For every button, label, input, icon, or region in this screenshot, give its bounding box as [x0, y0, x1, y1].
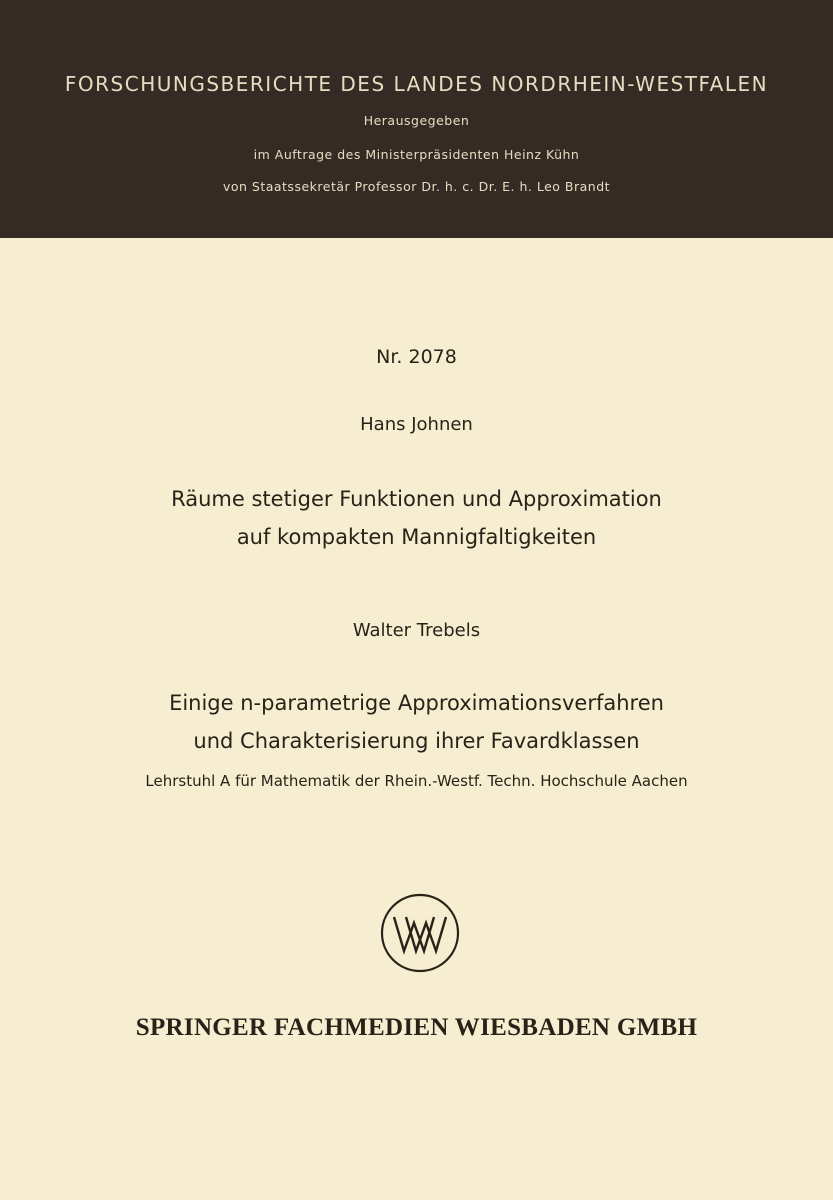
westdeutscher-verlag-logo-icon: [380, 893, 460, 973]
editor-line-3: von Staatssekretär Professor Dr. h. c. Dr. E. h. Leo Brandt: [222, 179, 611, 194]
editor-line-2: im Auftrage des Ministerpräsidenten Heinz Kühn: [253, 147, 580, 162]
header-band: [0, 0, 833, 238]
title-2-line-1: Einige n-parametrige Approximationsverfahren: [169, 691, 664, 715]
author-1: Hans Johnen: [360, 414, 473, 435]
affiliation: Lehrstuhl A für Mathematik der Rhein.-Westf. Techn. Hochschule Aachen: [145, 772, 688, 790]
publisher: SPRINGER FACHMEDIEN WIESBADEN GMBH: [135, 1014, 698, 1041]
author-2: Walter Trebels: [352, 620, 481, 641]
title-1-line-1: Räume stetiger Funktionen und Approximation: [171, 487, 662, 511]
editor-line-1: Herausgegeben: [363, 113, 470, 128]
title-1: [0, 480, 833, 556]
series-title: FORSCHUNGSBERICHTE DES LANDES NORDRHEIN-WESTFALEN: [64, 72, 769, 96]
title-2-line-2: und Charakterisierung ihrer Favardklassen: [193, 729, 640, 753]
title-2: [0, 684, 833, 760]
report-number: Nr. 2078: [376, 346, 457, 368]
title-1-line-2: auf kompakten Mannigfaltigkeiten: [236, 525, 597, 549]
